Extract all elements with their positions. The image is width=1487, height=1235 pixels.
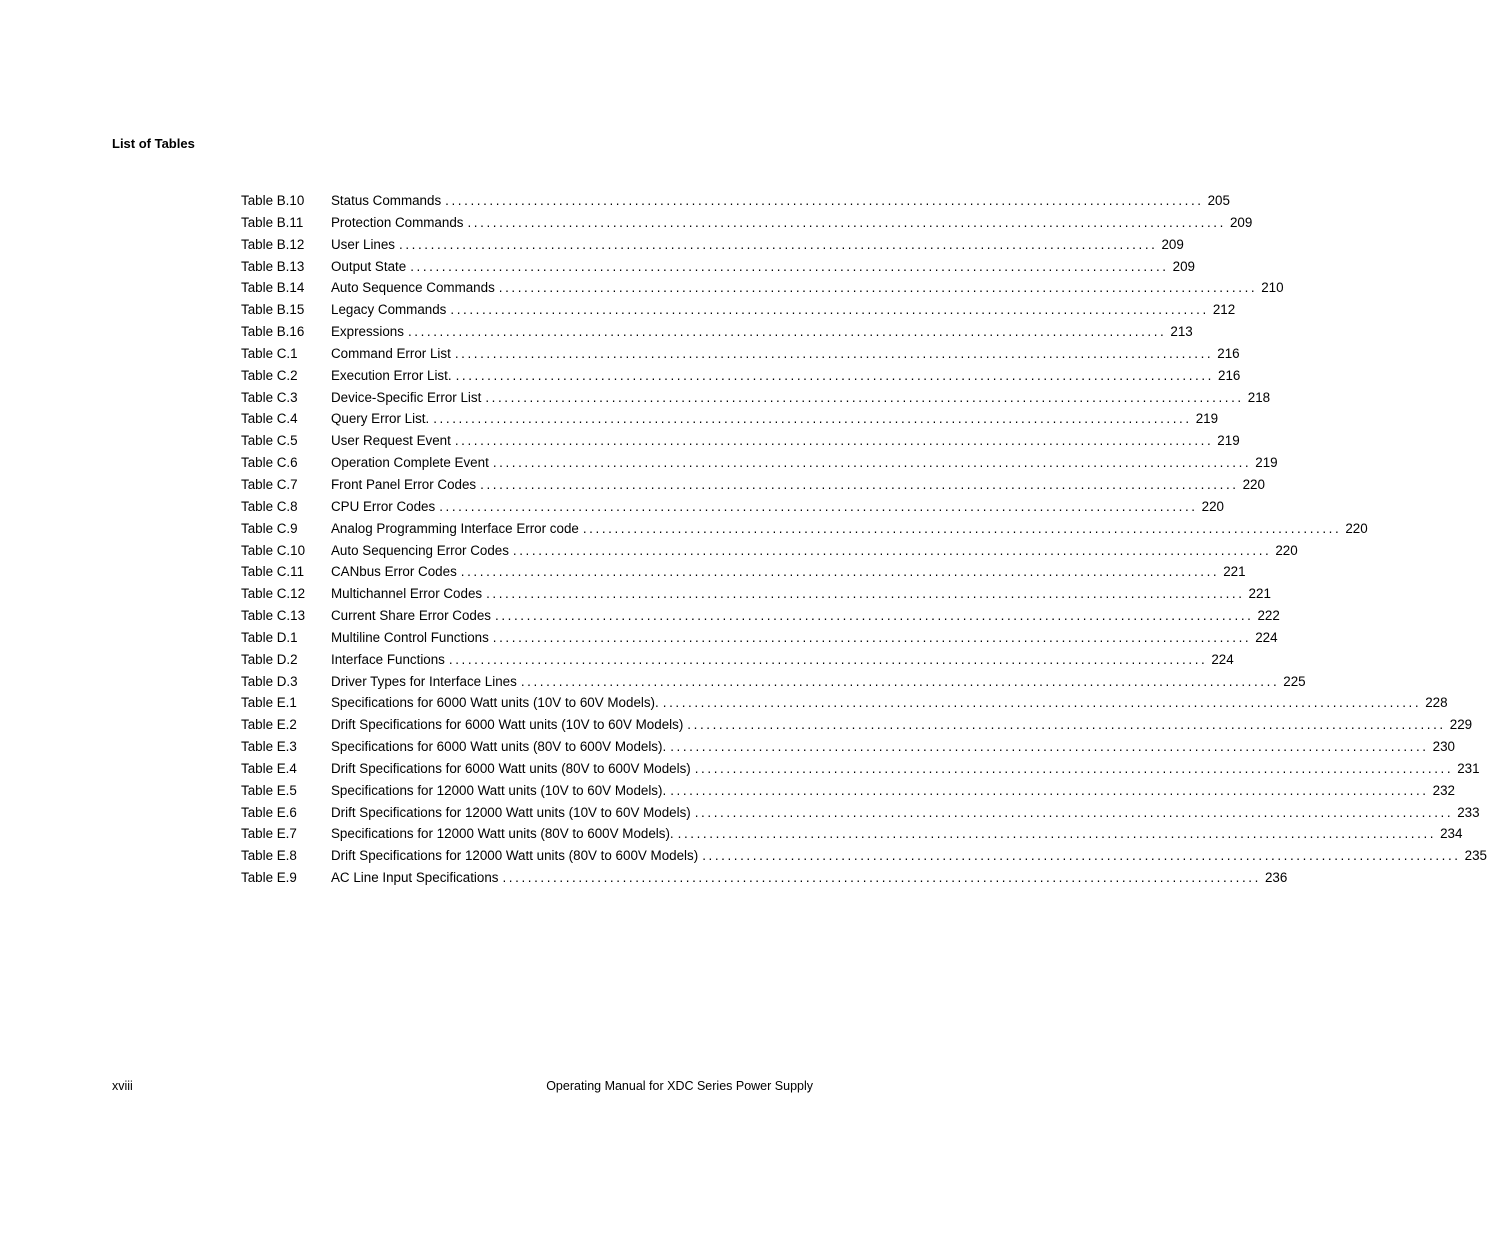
toc-entry-page-number: 213: [1170, 324, 1193, 340]
toc-entry-page-number: 216: [1218, 367, 1241, 383]
dot-leader: ........................................................................................................................: [492, 629, 1252, 645]
dot-leader: ........................................................................................................................: [455, 367, 1215, 383]
toc-entry-title: Auto Sequence Commands: [331, 280, 495, 296]
dot-leader: ........................................................................................................................: [480, 476, 1239, 492]
footer-document-title: Operating Manual for XDC Series Power Supply: [546, 1079, 813, 1093]
toc-entry-title: Multiline Control Functions: [331, 629, 489, 645]
toc-entry-title: Specifications for 6000 Watt units (10V to 60V Models).: [331, 695, 659, 711]
toc-entry-label: Table E.2: [241, 717, 297, 733]
toc-entry[interactable]: [241, 496, 1224, 518]
dot-leader: ........................................................................................................................: [467, 214, 1226, 230]
footer-page-number: xviii: [112, 1079, 133, 1093]
toc-entry-label: Table C.5: [241, 433, 298, 449]
toc-entry[interactable]: [241, 234, 1184, 256]
toc-entry[interactable]: [241, 190, 1230, 212]
dot-leader: ........................................................................................................................: [460, 564, 1220, 580]
dot-leader: ........................................................................................................................: [445, 193, 1204, 208]
toc-entry-page-number: 205: [1207, 193, 1230, 208]
toc-entry-label: Table B.10: [241, 193, 305, 208]
dot-leader: ........................................................................................................................: [670, 782, 1429, 798]
toc-entry-title: Legacy Commands: [331, 302, 447, 318]
toc-entry[interactable]: [241, 823, 1463, 845]
toc-entry-title: Current Share Error Codes: [331, 608, 492, 624]
toc-entry[interactable]: [241, 430, 1240, 452]
toc-entry-title: Drift Specifications for 12000 Watt units (80V to 600V Models): [331, 848, 699, 864]
toc-entry-title: Execution Error List.: [331, 367, 452, 383]
toc-entry-label: Table C.10: [241, 542, 306, 558]
toc-entry-title: Specifications for 12000 Watt units (80V to 600V Models).: [331, 826, 674, 842]
toc-entry-title: Specifications for 12000 Watt units (10V to 60V Models).: [331, 782, 667, 798]
toc-entry-label: Table C.3: [241, 389, 298, 405]
toc-entry-title: User Request Event: [331, 433, 451, 449]
toc-entry-page-number: 225: [1283, 673, 1306, 689]
toc-entry-page-number: 222: [1257, 608, 1280, 624]
dot-leader: ........................................................................................................................: [486, 586, 1245, 602]
toc-entry-title: Expressions: [331, 324, 404, 340]
toc-entry-page-number: 231: [1457, 760, 1480, 776]
toc-entry-title: CANbus Error Codes: [331, 564, 457, 580]
toc-entry-title: Output State: [331, 258, 407, 274]
toc-entry-title: Drift Specifications for 6000 Watt units (10V to 60V Models): [331, 717, 684, 733]
dot-leader: ........................................................................................................................: [410, 258, 1169, 274]
toc-entry-title: Analog Programming Interface Error code: [331, 520, 579, 536]
dot-leader: ........................................................................................................................: [450, 302, 1209, 318]
toc-entry-title: Front Panel Error Codes: [331, 476, 477, 492]
toc-entry-title: Protection Commands: [331, 214, 464, 230]
toc-entry[interactable]: [241, 802, 1480, 824]
toc-entry-page-number: 228: [1425, 695, 1448, 711]
dot-leader: ........................................................................................................................: [502, 870, 1261, 886]
toc-entry[interactable]: [241, 540, 1298, 562]
toc-entry-label: Table B.12: [241, 236, 305, 252]
toc-entry-page-number: 212: [1212, 302, 1236, 318]
toc-entry-label: Table C.4: [241, 411, 298, 427]
toc-entry[interactable]: [241, 605, 1280, 627]
toc-entry-label: Table E.6: [241, 804, 297, 820]
toc-entry[interactable]: [241, 845, 1487, 867]
toc-entry-page-number: 220: [1345, 520, 1368, 536]
toc-entry-label: Table B.15: [241, 302, 305, 318]
toc-entry-label: Table C.12: [241, 586, 306, 602]
toc-entry-label: Table C.8: [241, 498, 298, 514]
toc-entry[interactable]: [241, 474, 1265, 496]
dot-leader: ........................................................................................................................: [702, 848, 1461, 864]
toc-entry-page-number: 235: [1464, 848, 1487, 864]
dot-leader: ........................................................................................................................: [454, 345, 1214, 361]
toc-entry[interactable]: [241, 321, 1193, 343]
toc-entry[interactable]: [241, 867, 1288, 889]
toc-entry-title: Command Error List: [331, 345, 451, 361]
toc-entry-page-number: 209: [1172, 258, 1195, 274]
toc-entry-page-number: 221: [1223, 564, 1246, 580]
toc-entry-page-number: 220: [1201, 498, 1224, 514]
toc-entry-page-number: 209: [1161, 236, 1184, 252]
dot-leader: ........................................................................................................................: [694, 804, 1454, 820]
toc-entry-label: Table C.11: [241, 564, 305, 580]
dot-leader: ........................................................................................................................: [495, 608, 1254, 624]
toc-entry-label: Table C.2: [241, 367, 298, 383]
toc-entry-label: Table E.4: [241, 760, 297, 776]
toc-entry[interactable]: [241, 736, 1455, 758]
toc-entry[interactable]: [241, 692, 1448, 714]
toc-entry-title: Drift Specifications for 12000 Watt units (10V to 60V Models): [331, 804, 691, 820]
dot-leader: ........................................................................................................................: [399, 236, 1158, 252]
toc-entry[interactable]: [241, 649, 1234, 671]
toc-entry-page-number: 220: [1242, 476, 1265, 492]
dot-leader: ........................................................................................................................: [492, 455, 1252, 471]
toc-entry-label: Table D.1: [241, 629, 298, 645]
toc-entry[interactable]: [241, 408, 1219, 430]
toc-entry-page-number: 236: [1264, 870, 1288, 886]
dot-leader: ........................................................................................................................: [582, 520, 1342, 536]
toc-entry-label: Table D.2: [241, 651, 298, 667]
toc-entry[interactable]: [241, 518, 1368, 540]
toc-entry-page-number: 224: [1211, 651, 1234, 667]
toc-entry-page-number: 210: [1261, 280, 1284, 296]
dot-leader: ........................................................................................................................: [687, 717, 1446, 733]
toc-entry-title: Query Error List.: [331, 411, 430, 427]
toc-entry-page-number: 224: [1255, 629, 1278, 645]
toc-entry-page-number: 233: [1457, 804, 1480, 820]
toc-entry-page-number: 209: [1229, 214, 1253, 230]
dot-leader: ........................................................................................................................: [512, 542, 1272, 558]
toc-entry-page-number: 216: [1217, 345, 1240, 361]
toc-entry-label: Table E.1: [241, 695, 297, 711]
toc-entry-label: Table B.13: [241, 258, 305, 274]
dot-leader: ........................................................................................................................: [694, 760, 1454, 776]
toc-entry[interactable]: [241, 277, 1284, 299]
dot-leader: ........................................................................................................................: [485, 389, 1244, 405]
dot-leader: ........................................................................................................................: [439, 498, 1198, 514]
toc-entry[interactable]: [241, 256, 1195, 278]
toc-entry[interactable]: [241, 714, 1473, 736]
toc-entry-title: Auto Sequencing Error Codes: [331, 542, 509, 558]
table-of-contents-list: [241, 190, 1487, 889]
toc-entry-title: Driver Types for Interface Lines: [331, 673, 517, 689]
toc-entry-page-number: 219: [1217, 433, 1240, 449]
dot-leader: ........................................................................................................................: [677, 826, 1437, 842]
toc-entry-label: Table B.16: [241, 324, 305, 340]
toc-entry-page-number: 219: [1255, 455, 1278, 471]
toc-entry-title: Specifications for 6000 Watt units (80V to 600V Models).: [331, 739, 667, 755]
toc-entry[interactable]: [241, 780, 1455, 802]
toc-entry[interactable]: [241, 387, 1271, 409]
toc-entry-page-number: 234: [1440, 826, 1463, 842]
toc-entry-label: Table C.13: [241, 608, 306, 624]
dot-leader: ........................................................................................................................: [448, 651, 1208, 667]
toc-entry-title: Interface Functions: [331, 651, 445, 667]
section-heading: List of Tables: [112, 136, 195, 151]
toc-entry-title: Multichannel Error Codes: [331, 586, 483, 602]
toc-entry-page-number: 230: [1432, 739, 1455, 755]
toc-entry[interactable]: [241, 452, 1278, 474]
toc-entry[interactable]: [241, 343, 1240, 365]
toc-entry-label: Table B.11: [241, 214, 304, 230]
toc-entry[interactable]: [241, 671, 1306, 693]
toc-entry-title: Operation Complete Event: [331, 455, 489, 471]
dot-leader: ........................................................................................................................: [433, 411, 1192, 427]
toc-entry-label: Table D.3: [241, 673, 298, 689]
dot-leader: ........................................................................................................................: [498, 280, 1258, 296]
toc-entry-title: CPU Error Codes: [331, 498, 436, 514]
toc-entry[interactable]: [241, 627, 1278, 649]
toc-entry-page-number: 220: [1275, 542, 1298, 558]
toc-entry[interactable]: [241, 561, 1246, 583]
toc-entry[interactable]: [241, 758, 1480, 780]
toc-entry[interactable]: [241, 583, 1271, 605]
toc-entry-label: Table E.9: [241, 870, 297, 886]
toc-entry-page-number: 229: [1449, 717, 1473, 733]
dot-leader: ........................................................................................................................: [520, 673, 1280, 689]
toc-entry-label: Table C.9: [241, 520, 298, 536]
toc-entry-label: Table C.7: [241, 476, 298, 492]
toc-entry-page-number: 221: [1248, 586, 1271, 602]
toc-entry-label: Table E.7: [241, 826, 297, 842]
toc-entry-label: Table E.8: [241, 848, 297, 864]
dot-leader: ........................................................................................................................: [670, 739, 1429, 755]
toc-entry[interactable]: [241, 212, 1253, 234]
toc-entry-label: Table C.6: [241, 455, 298, 471]
toc-entry-title: Drift Specifications for 6000 Watt units (80V to 600V Models): [331, 760, 691, 776]
dot-leader: ........................................................................................................................: [454, 433, 1214, 449]
toc-entry[interactable]: [241, 299, 1236, 321]
dot-leader: ........................................................................................................................: [407, 324, 1167, 340]
toc-entry-title: Device-Specific Error List: [331, 389, 482, 405]
toc-entry-title: Status Commands: [331, 193, 442, 208]
toc-entry[interactable]: [241, 365, 1241, 387]
toc-entry-page-number: 219: [1195, 411, 1219, 427]
toc-entry-label: Table E.5: [241, 782, 297, 798]
toc-entry-page-number: 218: [1247, 389, 1271, 405]
toc-entry-page-number: 232: [1432, 782, 1455, 798]
toc-entry-label: Table B.14: [241, 280, 305, 296]
toc-entry-label: Table E.3: [241, 739, 297, 755]
dot-leader: ........................................................................................................................: [662, 695, 1422, 711]
toc-entry-title: AC Line Input Specifications: [331, 870, 499, 886]
toc-entry-title: User Lines: [331, 236, 396, 252]
toc-entry-label: Table C.1: [241, 345, 298, 361]
